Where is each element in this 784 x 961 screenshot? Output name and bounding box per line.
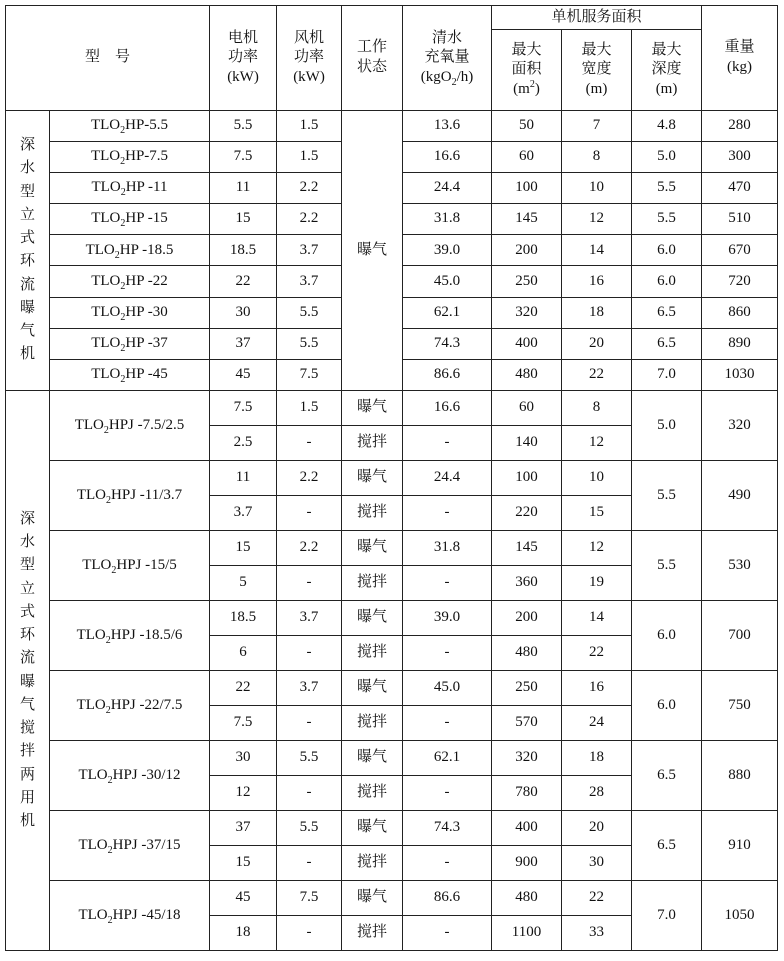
oxygen-capacity: -	[403, 705, 492, 740]
weight: 880	[702, 740, 778, 810]
oxygen-capacity: 16.6	[403, 391, 492, 426]
work-state: 曝气	[342, 740, 403, 775]
fan-power: 5.5	[277, 297, 342, 328]
max-depth: 6.5	[632, 328, 702, 359]
work-state: 曝气	[342, 531, 403, 566]
table-row	[6, 531, 778, 566]
weight: 750	[702, 670, 778, 740]
work-state: 搅拌	[342, 636, 403, 671]
max-area: 320	[492, 297, 562, 328]
max-width: 22	[562, 359, 632, 390]
max-width: 10	[562, 461, 632, 496]
fan-power: 3.7	[277, 266, 342, 297]
work-state: 搅拌	[342, 775, 403, 810]
max-width: 14	[562, 235, 632, 266]
work-state: 搅拌	[342, 496, 403, 531]
motor-power: 22	[210, 670, 277, 705]
model-name: $TLO_2HP$ -37	[50, 328, 210, 359]
oxygen-capacity: 45.0	[403, 266, 492, 297]
table-row	[6, 880, 778, 915]
max-area: 900	[492, 845, 562, 880]
max-area: 780	[492, 775, 562, 810]
model-name: $TLO_2HP$ -15	[50, 204, 210, 235]
max-area: 100	[492, 172, 562, 203]
max-depth: 7.0	[632, 880, 702, 950]
max-area: 200	[492, 235, 562, 266]
weight: 280	[702, 110, 778, 141]
header-max-area: 最大 面积 $(m^2)$	[492, 30, 562, 110]
oxygen-capacity: -	[403, 915, 492, 950]
max-area: 480	[492, 636, 562, 671]
max-depth: 6.5	[632, 810, 702, 880]
max-width: 24	[562, 705, 632, 740]
fan-power: 1.5	[277, 110, 342, 141]
weight: 890	[702, 328, 778, 359]
model-name: $TLO_2HPJ$ -7.5/2.5	[50, 391, 210, 461]
oxygen-capacity: 16.6	[403, 141, 492, 172]
weight: 700	[702, 601, 778, 671]
fan-power: 7.5	[277, 880, 342, 915]
fan-power: 2.2	[277, 172, 342, 203]
motor-power: 3.7	[210, 496, 277, 531]
max-area: 480	[492, 880, 562, 915]
header-oxygen: 清水 充氧量 (kgO$_2$/h)	[403, 6, 492, 111]
max-area: 480	[492, 359, 562, 390]
motor-power: 7.5	[210, 391, 277, 426]
weight: 510	[702, 204, 778, 235]
fan-power: 2.2	[277, 461, 342, 496]
work-state: 搅拌	[342, 915, 403, 950]
weight: 320	[702, 391, 778, 461]
work-state: 搅拌	[342, 845, 403, 880]
work-state: 曝气	[342, 810, 403, 845]
max-depth: 5.0	[632, 141, 702, 172]
motor-power: 11	[210, 172, 277, 203]
max-width: 33	[562, 915, 632, 950]
model-name: $TLO_2HPJ$ -11/3.7	[50, 461, 210, 531]
work-state: 搅拌	[342, 566, 403, 601]
fan-power: -	[277, 566, 342, 601]
max-depth: 5.0	[632, 391, 702, 461]
motor-power: 30	[210, 297, 277, 328]
oxygen-capacity: 45.0	[403, 670, 492, 705]
model-name: $TLO_2HP-7.5$	[50, 141, 210, 172]
max-area: 400	[492, 328, 562, 359]
model-name: $TLO_2HP$ -11	[50, 172, 210, 203]
motor-power: 18.5	[210, 601, 277, 636]
header-max-width: 最大 宽度 (m)	[562, 30, 632, 110]
fan-power: -	[277, 845, 342, 880]
model-name: $TLO_2HPJ$ -45/18	[50, 880, 210, 950]
motor-power: 18.5	[210, 235, 277, 266]
fan-power: 3.7	[277, 601, 342, 636]
oxygen-capacity: 86.6	[403, 880, 492, 915]
fan-power: -	[277, 915, 342, 950]
table-row	[6, 670, 778, 705]
oxygen-capacity: 13.6	[403, 110, 492, 141]
max-depth: 4.8	[632, 110, 702, 141]
work-state: 曝气	[342, 601, 403, 636]
max-depth: 6.5	[632, 740, 702, 810]
max-area: 1100	[492, 915, 562, 950]
weight: 490	[702, 461, 778, 531]
table-row	[6, 461, 778, 496]
oxygen-capacity: 74.3	[403, 328, 492, 359]
max-area: 140	[492, 426, 562, 461]
oxygen-capacity: -	[403, 775, 492, 810]
header-model: 型 号	[6, 6, 210, 111]
motor-power: 5	[210, 566, 277, 601]
oxygen-capacity: 39.0	[403, 235, 492, 266]
work-state: 曝气	[342, 461, 403, 496]
table-row	[6, 810, 778, 845]
header-max-depth: 最大 深度 (m)	[632, 30, 702, 110]
max-area: 145	[492, 204, 562, 235]
motor-power: 11	[210, 461, 277, 496]
work-state: 曝气	[342, 670, 403, 705]
max-width: 8	[562, 141, 632, 172]
oxygen-capacity: 24.4	[403, 172, 492, 203]
max-depth: 5.5	[632, 204, 702, 235]
max-depth: 6.5	[632, 297, 702, 328]
model-name: $TLO_2HPJ$ -18.5/6	[50, 601, 210, 671]
max-depth: 5.5	[632, 172, 702, 203]
group-label: 深水型立式环流曝气搅拌两用机	[6, 391, 50, 951]
max-area: 320	[492, 740, 562, 775]
header-service-area: 单机服务面积	[492, 6, 702, 30]
weight: 1050	[702, 880, 778, 950]
max-width: 28	[562, 775, 632, 810]
oxygen-capacity: 62.1	[403, 297, 492, 328]
max-width: 22	[562, 636, 632, 671]
fan-power: 1.5	[277, 141, 342, 172]
fan-power: -	[277, 705, 342, 740]
oxygen-capacity: -	[403, 426, 492, 461]
max-width: 19	[562, 566, 632, 601]
oxygen-capacity: -	[403, 636, 492, 671]
model-name: $TLO_2HPJ$ -22/7.5	[50, 670, 210, 740]
max-area: 570	[492, 705, 562, 740]
max-area: 400	[492, 810, 562, 845]
max-area: 100	[492, 461, 562, 496]
weight: 720	[702, 266, 778, 297]
fan-power: 2.2	[277, 204, 342, 235]
max-width: 12	[562, 531, 632, 566]
header-weight: 重量 (kg)	[702, 6, 778, 111]
max-depth: 7.0	[632, 359, 702, 390]
max-width: 18	[562, 297, 632, 328]
weight: 470	[702, 172, 778, 203]
max-depth: 6.0	[632, 601, 702, 671]
fan-power: 7.5	[277, 359, 342, 390]
table-row	[6, 740, 778, 775]
max-width: 22	[562, 880, 632, 915]
max-width: 10	[562, 172, 632, 203]
motor-power: 45	[210, 880, 277, 915]
motor-power: 2.5	[210, 426, 277, 461]
max-width: 12	[562, 204, 632, 235]
motor-power: 5.5	[210, 110, 277, 141]
motor-power: 6	[210, 636, 277, 671]
weight: 670	[702, 235, 778, 266]
weight: 530	[702, 531, 778, 601]
fan-power: -	[277, 426, 342, 461]
oxygen-capacity: 31.8	[403, 204, 492, 235]
motor-power: 22	[210, 266, 277, 297]
motor-power: 18	[210, 915, 277, 950]
max-area: 250	[492, 670, 562, 705]
weight: 860	[702, 297, 778, 328]
table-row	[6, 601, 778, 636]
motor-power: 37	[210, 810, 277, 845]
spec-table	[5, 5, 778, 951]
header-fan-power: 风机 功率 (kW)	[277, 6, 342, 111]
fan-power: 5.5	[277, 740, 342, 775]
max-width: 12	[562, 426, 632, 461]
oxygen-capacity: 86.6	[403, 359, 492, 390]
max-width: 16	[562, 266, 632, 297]
max-width: 7	[562, 110, 632, 141]
max-area: 200	[492, 601, 562, 636]
max-area: 250	[492, 266, 562, 297]
oxygen-capacity: -	[403, 496, 492, 531]
header-motor-power: 电机 功率 (kW)	[210, 6, 277, 111]
max-area: 50	[492, 110, 562, 141]
fan-power: -	[277, 775, 342, 810]
model-name: $TLO_2HPJ$ -37/15	[50, 810, 210, 880]
work-state: 搅拌	[342, 705, 403, 740]
max-area: 60	[492, 141, 562, 172]
max-depth: 5.5	[632, 461, 702, 531]
fan-power: 1.5	[277, 391, 342, 426]
oxygen-capacity: -	[403, 566, 492, 601]
motor-power: 15	[210, 845, 277, 880]
table-row	[6, 110, 778, 141]
motor-power: 15	[210, 204, 277, 235]
model-name: $TLO_2HP$ -45	[50, 359, 210, 390]
max-depth: 6.0	[632, 266, 702, 297]
max-width: 20	[562, 810, 632, 845]
fan-power: -	[277, 636, 342, 671]
fan-power: 5.5	[277, 328, 342, 359]
max-area: 145	[492, 531, 562, 566]
max-area: 360	[492, 566, 562, 601]
oxygen-capacity: 31.8	[403, 531, 492, 566]
max-width: 14	[562, 601, 632, 636]
oxygen-capacity: 62.1	[403, 740, 492, 775]
fan-power: 5.5	[277, 810, 342, 845]
model-name: $TLO_2HP-5.5$	[50, 110, 210, 141]
fan-power: 3.7	[277, 670, 342, 705]
max-depth: 6.0	[632, 235, 702, 266]
motor-power: 7.5	[210, 705, 277, 740]
oxygen-capacity: 39.0	[403, 601, 492, 636]
work-state: 曝气	[342, 880, 403, 915]
fan-power: -	[277, 496, 342, 531]
fan-power: 2.2	[277, 531, 342, 566]
work-state: 搅拌	[342, 426, 403, 461]
motor-power: 7.5	[210, 141, 277, 172]
model-name: $TLO_2HP$ -18.5	[50, 235, 210, 266]
motor-power: 30	[210, 740, 277, 775]
weight: 300	[702, 141, 778, 172]
weight: 910	[702, 810, 778, 880]
motor-power: 12	[210, 775, 277, 810]
fan-power: 3.7	[277, 235, 342, 266]
max-area: 220	[492, 496, 562, 531]
weight: 1030	[702, 359, 778, 390]
motor-power: 45	[210, 359, 277, 390]
max-width: 8	[562, 391, 632, 426]
header-work-state: 工作 状态	[342, 6, 403, 111]
max-width: 20	[562, 328, 632, 359]
oxygen-capacity: 74.3	[403, 810, 492, 845]
model-name: $TLO_2HPJ$ -30/12	[50, 740, 210, 810]
max-depth: 5.5	[632, 531, 702, 601]
max-width: 16	[562, 670, 632, 705]
max-width: 18	[562, 740, 632, 775]
motor-power: 15	[210, 531, 277, 566]
max-width: 30	[562, 845, 632, 880]
max-width: 15	[562, 496, 632, 531]
model-name: $TLO_2HP$ -30	[50, 297, 210, 328]
motor-power: 37	[210, 328, 277, 359]
model-name: $TLO_2HP$ -22	[50, 266, 210, 297]
model-name: $TLO_2HPJ$ -15/5	[50, 531, 210, 601]
oxygen-capacity: -	[403, 845, 492, 880]
table-row	[6, 391, 778, 426]
oxygen-capacity: 24.4	[403, 461, 492, 496]
work-state: 曝气	[342, 110, 403, 391]
group-label: 深水型立式环流曝气机	[6, 110, 50, 391]
max-depth: 6.0	[632, 670, 702, 740]
work-state: 曝气	[342, 391, 403, 426]
max-area: 60	[492, 391, 562, 426]
